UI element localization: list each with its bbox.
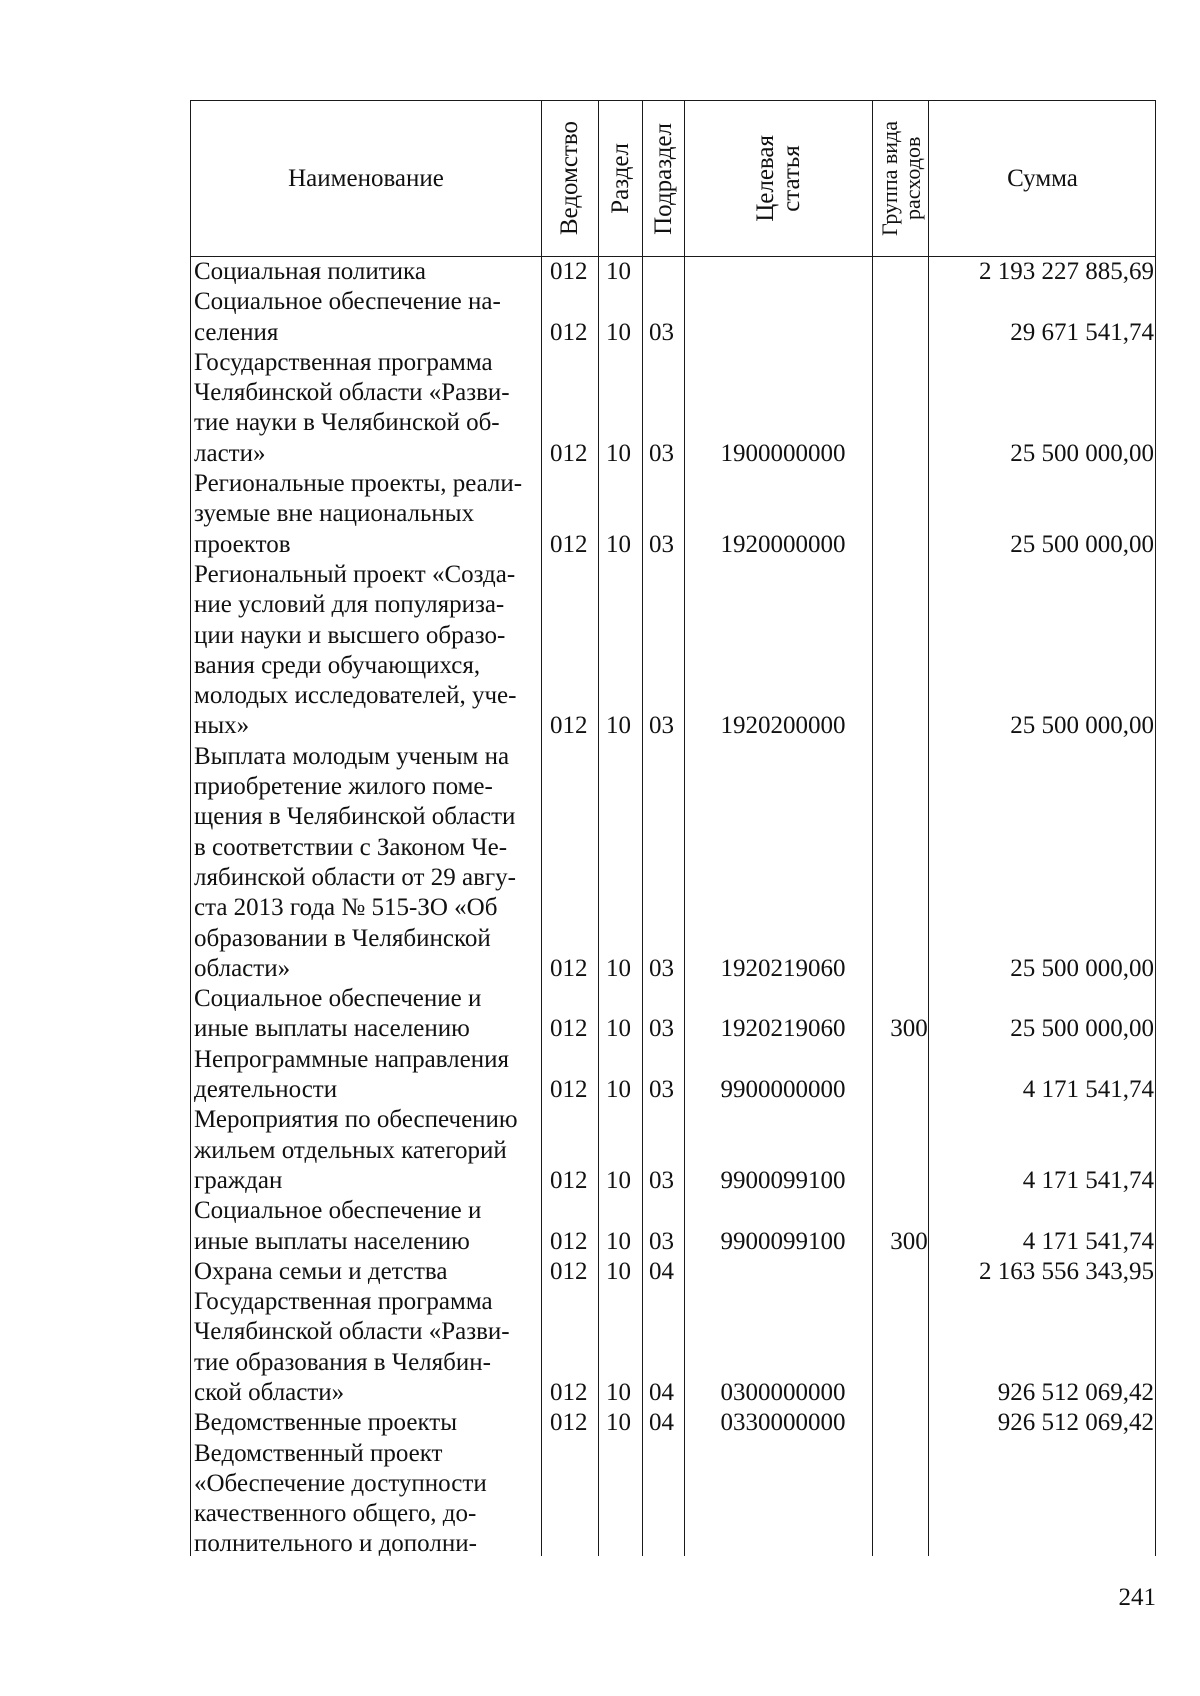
cell-podrazdel: 03 <box>649 1227 674 1255</box>
table-row <box>191 1257 1156 1287</box>
cell-razdel: 10 <box>606 1378 631 1406</box>
cell-naimenovanie-line: ных» <box>194 712 250 740</box>
cell-celevaya-statya: 1920219060 <box>720 1015 846 1043</box>
cell-razdel: 10 <box>606 954 631 982</box>
cell-celevaya-statya: 1920219060 <box>720 954 846 982</box>
cell-vedomstvo: 012 <box>550 530 588 558</box>
cell-naimenovanie-line: «Обеспечение доступности <box>194 1469 487 1497</box>
cell-summa: 25 500 000,00 <box>1010 439 1154 467</box>
cell-naimenovanie-line: Непрограммные направления <box>194 1045 509 1073</box>
cell-podrazdel: 03 <box>649 1015 674 1043</box>
cell-celevaya-statya: 9900099100 <box>720 1227 846 1255</box>
cell-naimenovanie <box>194 742 538 984</box>
cell-naimenovanie-line: ста 2013 года № 515-ЗО «Об <box>194 894 498 922</box>
table-row <box>191 1439 1156 1560</box>
cell-razdel: 10 <box>606 258 631 285</box>
table-row <box>191 1045 1156 1106</box>
cell-naimenovanie-line: иные выплаты населению <box>194 1227 470 1255</box>
cell-summa: 4 171 541,74 <box>1022 1076 1154 1104</box>
cell-vedomstvo: 012 <box>550 1166 588 1194</box>
header-gruppa <box>873 100 928 257</box>
table-row <box>191 1105 1156 1196</box>
cell-naimenovanie-line: ской области» <box>194 1378 345 1406</box>
cell-razdel: 10 <box>606 530 631 558</box>
cell-naimenovanie-line: Челябинской области «Разви- <box>194 1318 510 1346</box>
cell-summa: 25 500 000,00 <box>1010 712 1154 740</box>
header-name: Наименование <box>288 164 444 192</box>
cell-naimenovanie-line: Ведомственные проекты <box>194 1409 458 1437</box>
header-podrazdel-label: Подраздел <box>649 122 677 235</box>
cell-naimenovanie <box>194 1408 538 1438</box>
cell-summa: 926 512 069,42 <box>997 1378 1154 1406</box>
cell-naimenovanie-line: граждан <box>194 1166 283 1194</box>
cell-podrazdel: 03 <box>649 954 674 982</box>
cell-summa: 25 500 000,00 <box>1010 954 1154 982</box>
cell-vedomstvo: 012 <box>550 1257 588 1285</box>
cell-podrazdel: 03 <box>649 318 674 346</box>
cell-naimenovanie-line: иные выплаты населению <box>194 1015 470 1043</box>
cell-podrazdel: 04 <box>649 1409 674 1437</box>
header-vedomstvo-label: Ведомство <box>556 121 583 236</box>
cell-summa: 926 512 069,42 <box>997 1409 1154 1437</box>
cell-naimenovanie-line: зуемые вне национальных <box>194 500 475 528</box>
cell-gruppa-vida: 300 <box>890 1015 928 1043</box>
cell-naimenovanie-line: селения <box>194 318 279 346</box>
cell-podrazdel: 03 <box>649 1076 674 1104</box>
cell-naimenovanie <box>194 348 538 469</box>
cell-naimenovanie-line: молодых исследователей, уче- <box>194 682 517 710</box>
table-row <box>191 1196 1156 1257</box>
cell-summa: 4 171 541,74 <box>1022 1166 1154 1194</box>
table-body <box>191 257 1156 1560</box>
cell-podrazdel: 04 <box>649 1378 674 1406</box>
cell-vedomstvo: 012 <box>550 1409 588 1437</box>
cell-razdel: 10 <box>606 1257 631 1285</box>
page-number: 241 <box>1118 1584 1156 1611</box>
cell-naimenovanie-line: Региональные проекты, реали- <box>194 470 523 498</box>
cell-naimenovanie <box>194 287 538 348</box>
cell-vedomstvo: 012 <box>550 439 588 467</box>
cell-vedomstvo: 012 <box>550 1015 588 1043</box>
cell-naimenovanie-line: деятельности <box>194 1076 338 1104</box>
cell-summa: 25 500 000,00 <box>1010 530 1154 558</box>
table-row <box>191 560 1156 742</box>
cell-podrazdel: 03 <box>649 439 674 467</box>
cell-naimenovanie-line: Социальное обеспечение и <box>194 1197 482 1225</box>
cell-naimenovanie-line: проектов <box>194 530 291 558</box>
cell-razdel: 10 <box>606 1227 631 1255</box>
cell-summa: 29 671 541,74 <box>1010 318 1154 346</box>
cell-naimenovanie-line: вания среди обучающихся, <box>194 651 481 679</box>
cell-vedomstvo: 012 <box>550 954 588 982</box>
table-row <box>191 348 1156 469</box>
cell-naimenovanie-line: Охрана семьи и детства <box>194 1257 448 1285</box>
cell-summa: 2 163 556 343,95 <box>979 1257 1154 1285</box>
table-row <box>191 1287 1156 1408</box>
header-celevaya-label: Целевая статья <box>751 135 805 222</box>
cell-naimenovanie <box>194 560 538 742</box>
header-razdel-label: Раздел <box>606 143 634 214</box>
header-celevaya <box>685 100 872 257</box>
cell-razdel: 10 <box>606 1409 631 1437</box>
cell-celevaya-statya: 0300000000 <box>720 1378 846 1406</box>
header-gruppa-label: Группа вида расходов <box>876 121 925 236</box>
cell-celevaya-statya: 1920200000 <box>720 712 846 740</box>
cell-razdel: 10 <box>606 1015 631 1043</box>
cell-naimenovanie-line: тие образования в Челябин- <box>194 1348 491 1376</box>
header-podrazdel <box>643 100 684 257</box>
cell-summa: 2 193 227 885,69 <box>979 258 1154 285</box>
cell-naimenovanie-line: в соответствии с Законом Че- <box>194 833 508 861</box>
header-razdel <box>599 100 642 257</box>
cell-vedomstvo: 012 <box>550 1076 588 1104</box>
cell-naimenovanie-line: образовании в Челябинской <box>194 924 491 952</box>
cell-naimenovanie-line: Мероприятия по обеспечению <box>194 1106 518 1134</box>
cell-razdel: 10 <box>606 318 631 346</box>
table-row <box>191 469 1156 560</box>
cell-naimenovanie <box>194 1257 538 1287</box>
cell-naimenovanie-line: приобретение жилого поме- <box>194 773 493 801</box>
header-vedomstvo <box>542 100 598 257</box>
cell-vedomstvo: 012 <box>550 1227 588 1255</box>
cell-naimenovanie-line: Социальное обеспечение на- <box>194 288 501 316</box>
header-summa: Сумма <box>1007 164 1078 192</box>
cell-naimenovanie-line: Социальная политика <box>194 258 426 285</box>
cell-naimenovanie <box>194 1045 538 1106</box>
cell-naimenovanie-line: качественного общего, до- <box>194 1500 477 1528</box>
cell-celevaya-statya: 9900000000 <box>720 1076 846 1104</box>
cell-podrazdel: 03 <box>649 530 674 558</box>
cell-vedomstvo: 012 <box>550 712 588 740</box>
cell-naimenovanie-line: ние условий для популяриза- <box>194 591 505 619</box>
cell-naimenovanie <box>194 469 538 560</box>
cell-summa: 4 171 541,74 <box>1022 1227 1154 1255</box>
cell-naimenovanie-line: Челябинской области «Разви- <box>194 379 510 407</box>
cell-naimenovanie-line: Социальное обеспечение и <box>194 985 482 1013</box>
cell-razdel: 10 <box>606 439 631 467</box>
cell-podrazdel: 04 <box>649 1257 674 1285</box>
cell-celevaya-statya: 9900099100 <box>720 1166 846 1194</box>
cell-naimenovanie <box>194 1105 538 1196</box>
cell-razdel: 10 <box>606 1076 631 1104</box>
table-row <box>191 984 1156 1045</box>
cell-podrazdel: 03 <box>649 712 674 740</box>
cell-naimenovanie-line: Государственная программа <box>194 348 493 376</box>
cell-naimenovanie <box>194 1439 538 1560</box>
cell-naimenovanie <box>194 984 538 1045</box>
cell-celevaya-statya: 1920000000 <box>720 530 846 558</box>
cell-celevaya-statya: 1900000000 <box>720 439 846 467</box>
cell-gruppa-vida: 300 <box>890 1227 928 1255</box>
cell-naimenovanie-line: Государственная программа <box>194 1288 493 1316</box>
cell-naimenovanie-line: области» <box>194 954 291 982</box>
cell-naimenovanie <box>194 257 538 287</box>
cell-naimenovanie-line: щения в Челябинской области <box>194 803 516 831</box>
cell-naimenovanie-line: Ведомственный проект <box>194 1439 443 1467</box>
cell-naimenovanie-line: Выплата молодым ученым на <box>194 742 510 770</box>
cell-vedomstvo: 012 <box>550 258 588 285</box>
cell-naimenovanie-line: Региональный проект «Созда- <box>194 560 516 588</box>
cell-naimenovanie-line: полнительного и дополни- <box>194 1530 477 1558</box>
cell-naimenovanie-line: ции науки и высшего образо- <box>194 621 506 649</box>
cell-naimenovanie <box>194 1196 538 1257</box>
cell-vedomstvo: 012 <box>550 1378 588 1406</box>
cell-razdel: 10 <box>606 1166 631 1194</box>
cell-naimenovanie-line: лябинской области от 29 авгу- <box>194 863 516 891</box>
cell-naimenovanie-line: жильем отдельных категорий <box>194 1136 507 1164</box>
cell-naimenovanie-line: ласти» <box>194 439 266 467</box>
table-row <box>191 287 1156 348</box>
table-row <box>191 742 1156 984</box>
cell-celevaya-statya: 0330000000 <box>720 1409 846 1437</box>
table-row <box>191 1408 1156 1438</box>
cell-naimenovanie-line: тие науки в Челябинской об- <box>194 409 500 437</box>
cell-vedomstvo: 012 <box>550 318 588 346</box>
table-row <box>191 257 1156 287</box>
cell-razdel: 10 <box>606 712 631 740</box>
cell-summa: 25 500 000,00 <box>1010 1015 1154 1043</box>
cell-podrazdel: 03 <box>649 1166 674 1194</box>
cell-naimenovanie <box>194 1287 538 1408</box>
